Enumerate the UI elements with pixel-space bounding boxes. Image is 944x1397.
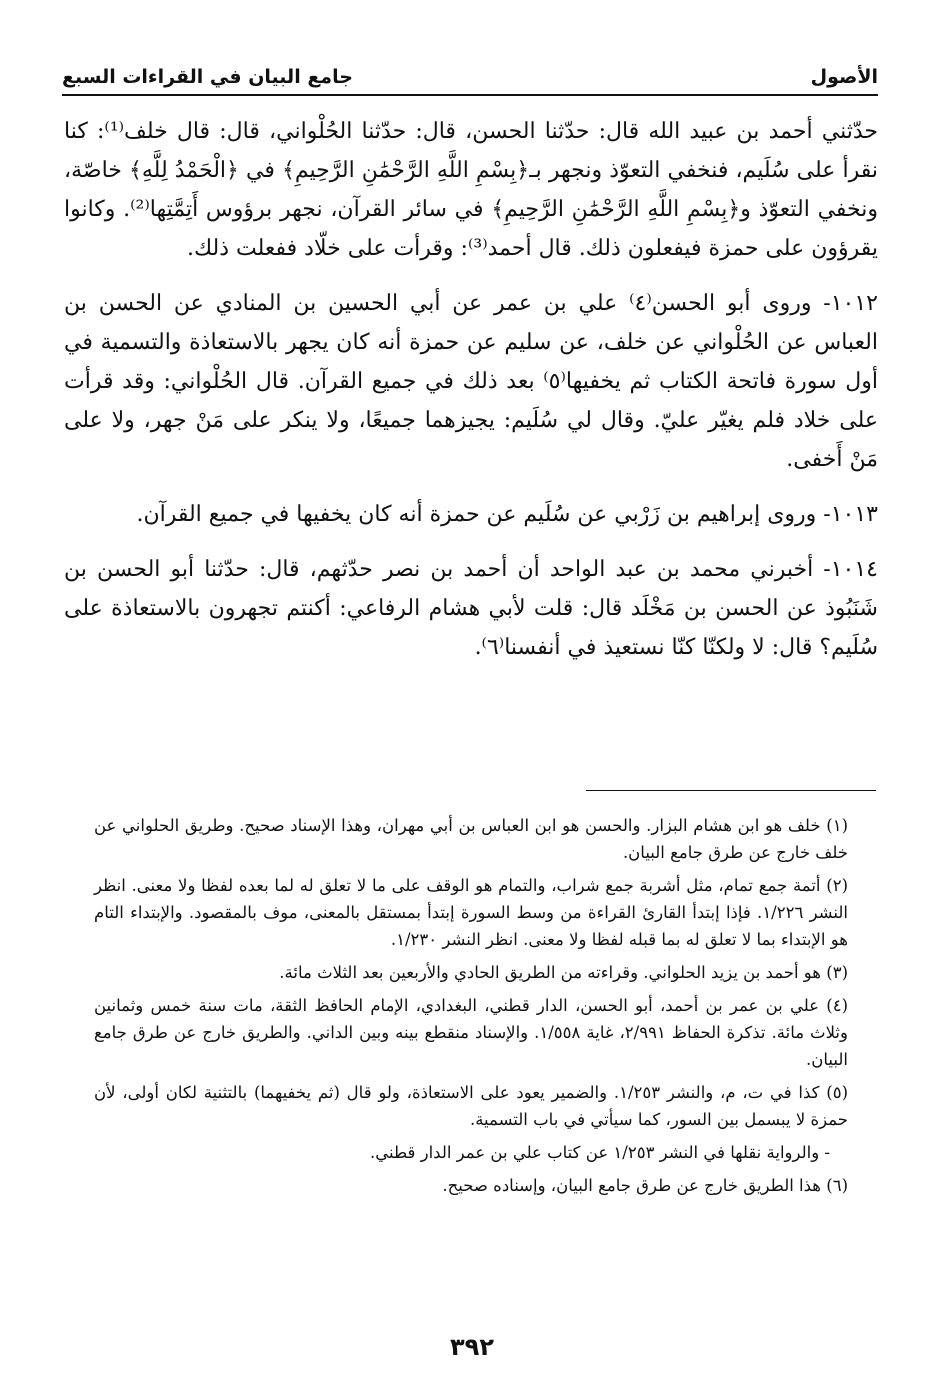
body-paragraph: ١٠١٤- أخبرني محمد بن عبد الواحد أن أحمد بن نصر حدّثهم، قال: حدّثنا أبو الحسن بن شَنَبُوذ عن الحسن بن مَخْلَد قال: قلت لأبي هشام الرفاعي: أكنتم تجهرون بالاستعاذة على سُلَيم؟ قال: لا ولكنّا كنّا نستعيذ في أنفسنا⁽٦⁾.	[64, 557, 878, 660]
body-paragraph: ١٠١٣- وروى إبراهيم بن زَرْبي عن سُلَيم عن حمزة أنه كان يخفيها في جميع القرآن.	[136, 502, 878, 527]
footnote: (٥) كذا في ت، م، والنشر ١/٢٥٣. والضمير يعود على الاستعاذة، ولو قال (ثم يخفيهما) بالتثنية لكان أولى، لأن حمزة لا يبسمل بين السور، كما سيأتي في باب التسمية.	[94, 1083, 848, 1129]
footnote: (٤) علي بن عمر بن أحمد، أبو الحسن، الدار قطني، البغدادي، الإمام الحافظ الثقة، مات سنة خمس وثمانين وثلاث مائة. تذكرة الحفاظ ٢/٩٩١، غاية ١/٥٥٨. والإسناد منقطع بينه وبين الداني. والطريق خارج عن طرق جامع البيان.	[94, 996, 848, 1069]
footnotes	[94, 812, 848, 1205]
footnote-continuation: - والرواية نقلها في النشر ١/٢٥٣ عن كتاب علي بن عمر الدار قطني.	[369, 1143, 830, 1162]
page-number: ٣٩٢	[450, 1333, 494, 1361]
body-paragraph: حدّثني أحمد بن عبيد الله قال: حدّثنا الحسن، قال: حدّثنا الحُلْواني، قال: قال خلف⁽¹⁾: كنا نقرأ على سُلَيم، فنخفي التعوّذ ونجهر بـ﴿بِسْمِ اللَّهِ الرَّحْمَٰنِ الرَّحِيمِ﴾ في ﴿الْحَمْدُ لِلَّهِ﴾ خاصّة، ونخفي التعوّذ و﴿بِسْمِ اللَّهِ الرَّحْمَٰنِ الرَّحِيمِ﴾ في سائر القرآن، نجهر برؤوس أَتِمَّتِها⁽²⁾. وكانوا يقرؤون على حمزة فيفعلون ذلك. قال أحمد⁽³⁾: وقرأت على خلّاد ففعلت ذلك.	[64, 119, 879, 261]
running-header	[62, 54, 878, 96]
footnote-divider	[586, 790, 876, 791]
footnote: (١) خلف هو ابن هشام البزار. والحسن هو ابن العباس بن أبي مهران، وهذا الإسناد صحيح. وطريق الحلواني عن خلف خارج عن طرق جامع البيان.	[94, 816, 848, 862]
footnote: (٦) هذا الطريق خارج عن طرق جامع البيان، وإسناده صحيح.	[442, 1176, 848, 1195]
book-title: جامع البيان في القراءات السبع	[62, 66, 353, 88]
footnote: (٢) أتمة جمع تمام، مثل أشربة جمع شراب، والتمام هو الوقف على ما لا تعلق له لما بعده لفظا ولا معنى. انظر النشر ١/٢٢٦. فإذا إبتدأ القارئ القراءة من وسط السورة إبتدأ بمستقل بالمعنى، موف بالمقصود. والإبتداء التام هو الإبتداء بما لا تعلق له بما قبله لفظا ولا معنى. انظر النشر ١/٢٣٠.	[94, 876, 848, 949]
main-text	[64, 112, 878, 683]
footnote: (٣) هو أحمد بن يزيد الحلواني. وقراءته من الطريق الحادي والأربعين بعد الثلاث مائة.	[279, 963, 848, 982]
chapter-title: الأصول	[810, 66, 878, 88]
body-paragraph: ١٠١٢- وروى أبو الحسن⁽٤⁾ علي بن عمر عن أبي الحسين بن المنادي عن الحسن بن العباس عن الحُلْواني عن خلف، عن سليم عن حمزة أنه كان يجهر بالاستعاذة والتسمية في أول سورة فاتحة الكتاب ثم يخفيها⁽٥⁾ بعد ذلك في جميع القرآن. قال الحُلْواني: وقد قرأت على خلاد فلم يغيّر عليّ. وقال لي سُلَيم: يجيزهما جميعًا، ولا ينكر على مَنْ جهر، ولا على مَنْ أَخفى.	[64, 291, 878, 472]
